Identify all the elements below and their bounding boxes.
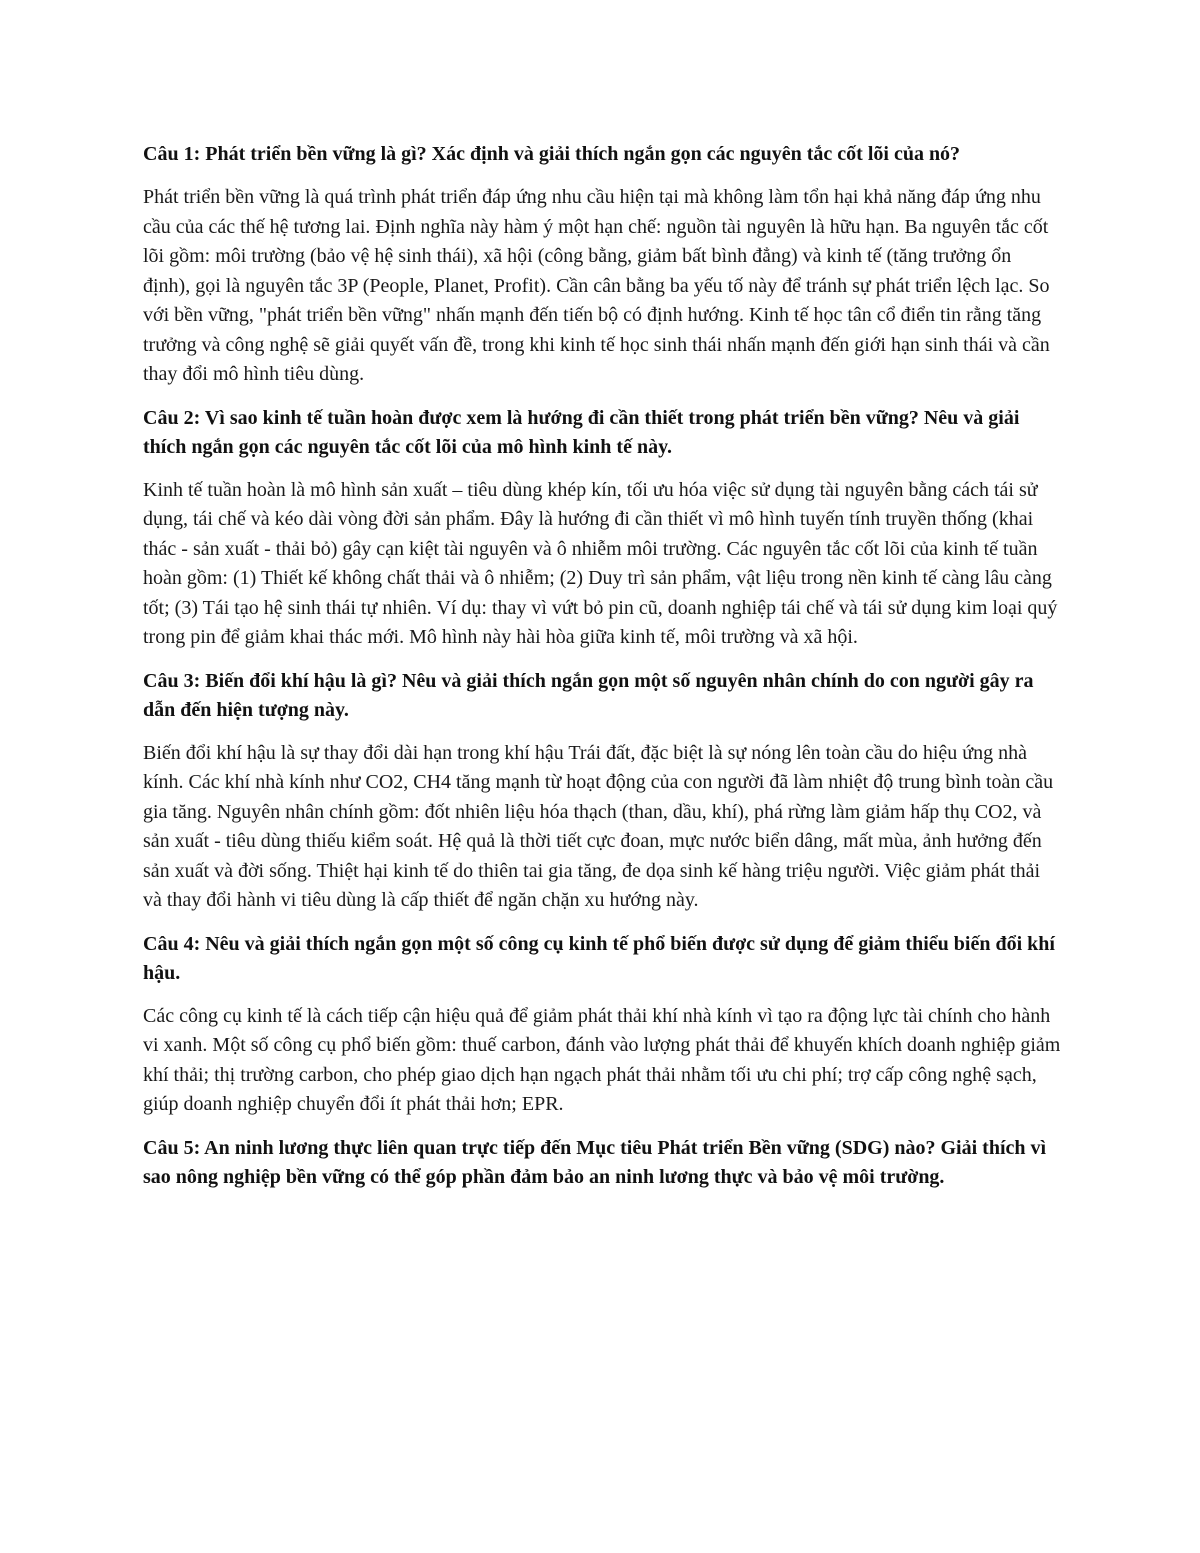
document-page bbox=[143, 140, 1063, 1206]
question-1-heading: Câu 1: Phát triển bền vững là gì? Xác định và giải thích ngắn gọn các nguyên tắc cốt lõi của nó? bbox=[143, 143, 961, 165]
question-5-heading: Câu 5: An ninh lương thực liên quan trực tiếp đến Mục tiêu Phát triển Bền vững (SDG) nào? Giải thích vì sao nông nghiệp bền vững có thể góp phần đảm bảo an ninh lương thực và bảo vệ môi trường. bbox=[143, 1136, 1047, 1188]
question-2-heading: Câu 2: Vì sao kinh tế tuần hoàn được xem là hướng đi cần thiết trong phát triển bền vững? Nêu và giải thích ngắn gọn các nguyên tắc cốt lõi của mô hình kinh tế này. bbox=[143, 406, 1020, 458]
answer-3-paragraph: Biến đổi khí hậu là sự thay đổi dài hạn trong khí hậu Trái đất, đặc biệt là sự nóng lên toàn cầu do hiệu ứng nhà kính. Các khí nhà kính như CO2, CH4 tăng mạnh từ hoạt động của con người đã làm nhiệt độ trung bình toàn cầu gia tăng. Nguyên nhân chính gồm: đốt nhiên liệu hóa thạch (than, dầu, khí), phá rừng làm giảm hấp thụ CO2, và sản xuất - tiêu dùng thiếu kiểm soát. Hệ quả là thời tiết cực đoan, mực nước biển dâng, mất mùa, ảnh hưởng đến sản xuất và đời sống. Thiệt hại kinh tế do thiên tai gia tăng, đe dọa sinh kế hàng triệu người. Việc giảm phát thải và thay đổi hành vi tiêu dùng là cấp thiết để ngăn chặn xu hướng này. bbox=[143, 741, 1054, 911]
answer-2-paragraph: Kinh tế tuần hoàn là mô hình sản xuất – tiêu dùng khép kín, tối ưu hóa việc sử dụng tài nguyên bằng cách tái sử dụng, tái chế và kéo dài vòng đời sản phẩm. Đây là hướng đi cần thiết vì mô hình tuyến tính truyền thống (khai thác - sản xuất - thải bỏ) gây cạn kiệt tài nguyên và ô nhiễm môi trường. Các nguyên tắc cốt lõi của kinh tế tuần hoàn gồm: (1) Thiết kế không chất thải và ô nhiễm; (2) Duy trì sản phẩm, vật liệu trong nền kinh tế càng lâu càng tốt; (3) Tái tạo hệ sinh thái tự nhiên. Ví dụ: thay vì vứt bỏ pin cũ, doanh nghiệp tái chế và tái sử dụng kim loại quý trong pin để giảm khai thác mới. Mô hình này hài hòa giữa kinh tế, môi trường và xã hội. bbox=[143, 478, 1058, 648]
question-3-heading: Câu 3: Biến đổi khí hậu là gì? Nêu và giải thích ngắn gọn một số nguyên nhân chính do con người gây ra dẫn đến hiện tượng này. bbox=[143, 669, 1034, 721]
answer-1-paragraph: Phát triển bền vững là quá trình phát triển đáp ứng nhu cầu hiện tại mà không làm tổn hại khả năng đáp ứng nhu cầu của các thế hệ tương lai. Định nghĩa này hàm ý một hạn chế: nguồn tài nguyên là hữu hạn. Ba nguyên tắc cốt lõi gồm: môi trường (bảo vệ hệ sinh thái), xã hội (công bằng, giảm bất bình đẳng) và kinh tế (tăng trưởng ổn định), gọi là nguyên tắc 3P (People, Planet, Profit). Cần cân bằng ba yếu tố này để tránh sự phát triển lệch lạc. So với bền vững, "phát triển bền vững" nhấn mạnh đến tiến bộ có định hướng. Kinh tế học tân cổ điển tin rằng tăng trưởng và công nghệ sẽ giải quyết vấn đề, trong khi kinh tế học sinh thái nhấn mạnh đến giới hạn sinh thái và cần thay đổi mô hình tiêu dùng. bbox=[143, 186, 1050, 385]
answer-4-paragraph: Các công cụ kinh tế là cách tiếp cận hiệu quả để giảm phát thải khí nhà kính vì tạo ra động lực tài chính cho hành vi xanh. Một số công cụ phổ biến gồm: thuế carbon, đánh vào lượng phát thải để khuyến khích doanh nghiệp giảm khí thải; thị trường carbon, cho phép giao dịch hạn ngạch phát thải nhằm tối ưu chi phí; trợ cấp công nghệ sạch, giúp doanh nghiệp chuyển đổi ít phát thải hơn; EPR. bbox=[143, 1004, 1061, 1115]
question-4-heading: Câu 4: Nêu và giải thích ngắn gọn một số công cụ kinh tế phổ biến được sử dụng để giảm thiểu biến đổi khí hậu. bbox=[143, 932, 1055, 984]
